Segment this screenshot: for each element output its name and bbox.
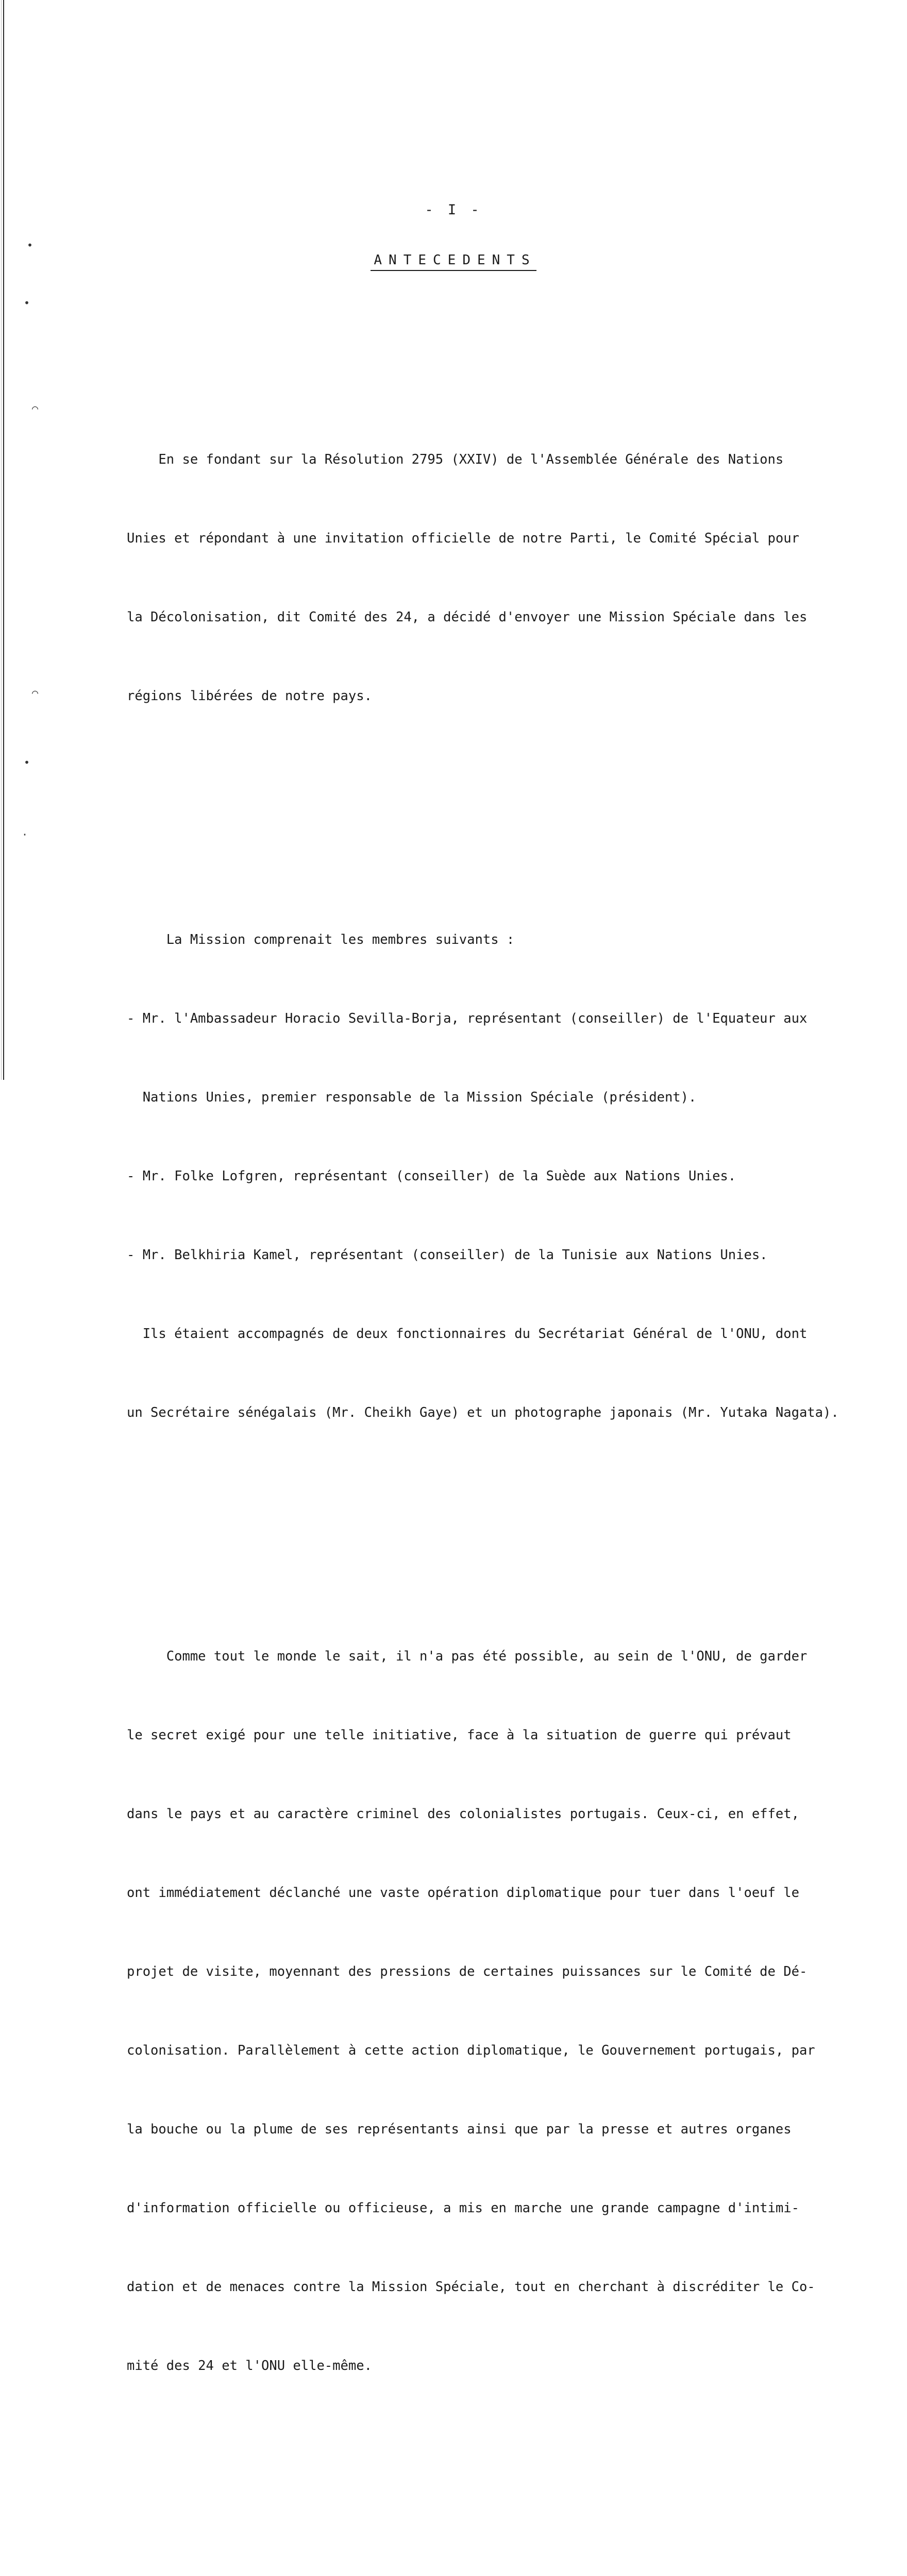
text-line: régions libérées de notre pays. [127,688,372,704]
text-line: - Mr. Folke Lofgren, représentant (conseiller) de la Suède aux Nations Unies. [127,1168,736,1184]
paragraph [127,1591,848,2432]
page-left-edge [3,0,4,1080]
text-line: ont immédiatement déclanché une vaste opération diplomatique pour tuer dans l'oeuf le [127,1885,799,1901]
text-line: la Décolonisation, dit Comité des 24, a décidé d'envoyer une Mission Spéciale dans les [127,609,808,625]
paragraph [127,394,848,762]
document-body [127,342,848,2576]
scan-speck: ⌒ [32,686,39,699]
text-line: Comme tout le monde le sait, il n'a pas été possible, au sein de l'ONU, de garder [127,1649,808,1664]
paragraph [127,874,848,1479]
text-line: le secret exigé pour une telle initiative, face à la situation de guerre qui prévaut [127,1727,792,1743]
text-line: En se fondant sur la Résolution 2795 (XXIV) de l'Assemblée Générale des Nations [127,452,784,467]
scan-speck: • [27,239,33,251]
text-line: d'information officielle ou officieuse, a mis en marche une grande campagne d'intimi- [127,2200,799,2216]
text-line: - Mr. l'Ambassadeur Horacio Sevilla-Borja, représentant (conseiller) de l'Equateur aux [127,1011,808,1026]
text-line: un Secrétaire sénégalais (Mr. Cheikh Gaye) et un photographe japonais (Mr. Yutaka Nagata). [127,1405,839,1420]
section-heading [0,252,907,271]
scan-speck: ⌒ [32,402,39,414]
text-line: La Mission comprenait les membres suivants : [127,932,515,947]
scan-speck: • [24,297,30,309]
text-line: projet de visite, moyennant des pressions de certaines puissances sur le Comité de Dé- [127,1964,808,1979]
text-line: dation et de menaces contre la Mission Spéciale, tout en cherchant à discréditer le Co- [127,2279,815,2295]
scan-speck: • [24,756,30,769]
text-line: - Mr. Belkhiria Kamel, représentant (conseiller) de la Tunisie aux Nations Unies. [127,1247,768,1263]
text-line: colonisation. Parallèlement à cette action diplomatique, le Gouvernement portugais, par [127,2043,815,2058]
paragraph [127,2544,848,2576]
text-line: Unies et répondant à une invitation officielle de notre Parti, le Comité Spécial pour [127,531,799,546]
page-number: - I - [425,202,482,218]
text-line: Nations Unies, premier responsable de la Mission Spéciale (président). [127,1090,697,1105]
page-edge-shadow [1,0,2,1080]
text-line: dans le pays et au caractère criminel des colonialistes portugais. Ceux-ci, en effet, [127,1806,799,1822]
text-line: la bouche ou la plume de ses représentants ainsi que par la presse et autres organes [127,2122,792,2137]
text-line: Ils étaient accompagnés de deux fonctionnaires du Secrétariat Général de l'ONU, dont [127,1326,808,1342]
text-line: mité des 24 et l'ONU elle-même. [127,2358,372,2374]
section-heading-text: ANTECEDENTS [371,252,536,271]
scan-speck: · [22,828,28,841]
